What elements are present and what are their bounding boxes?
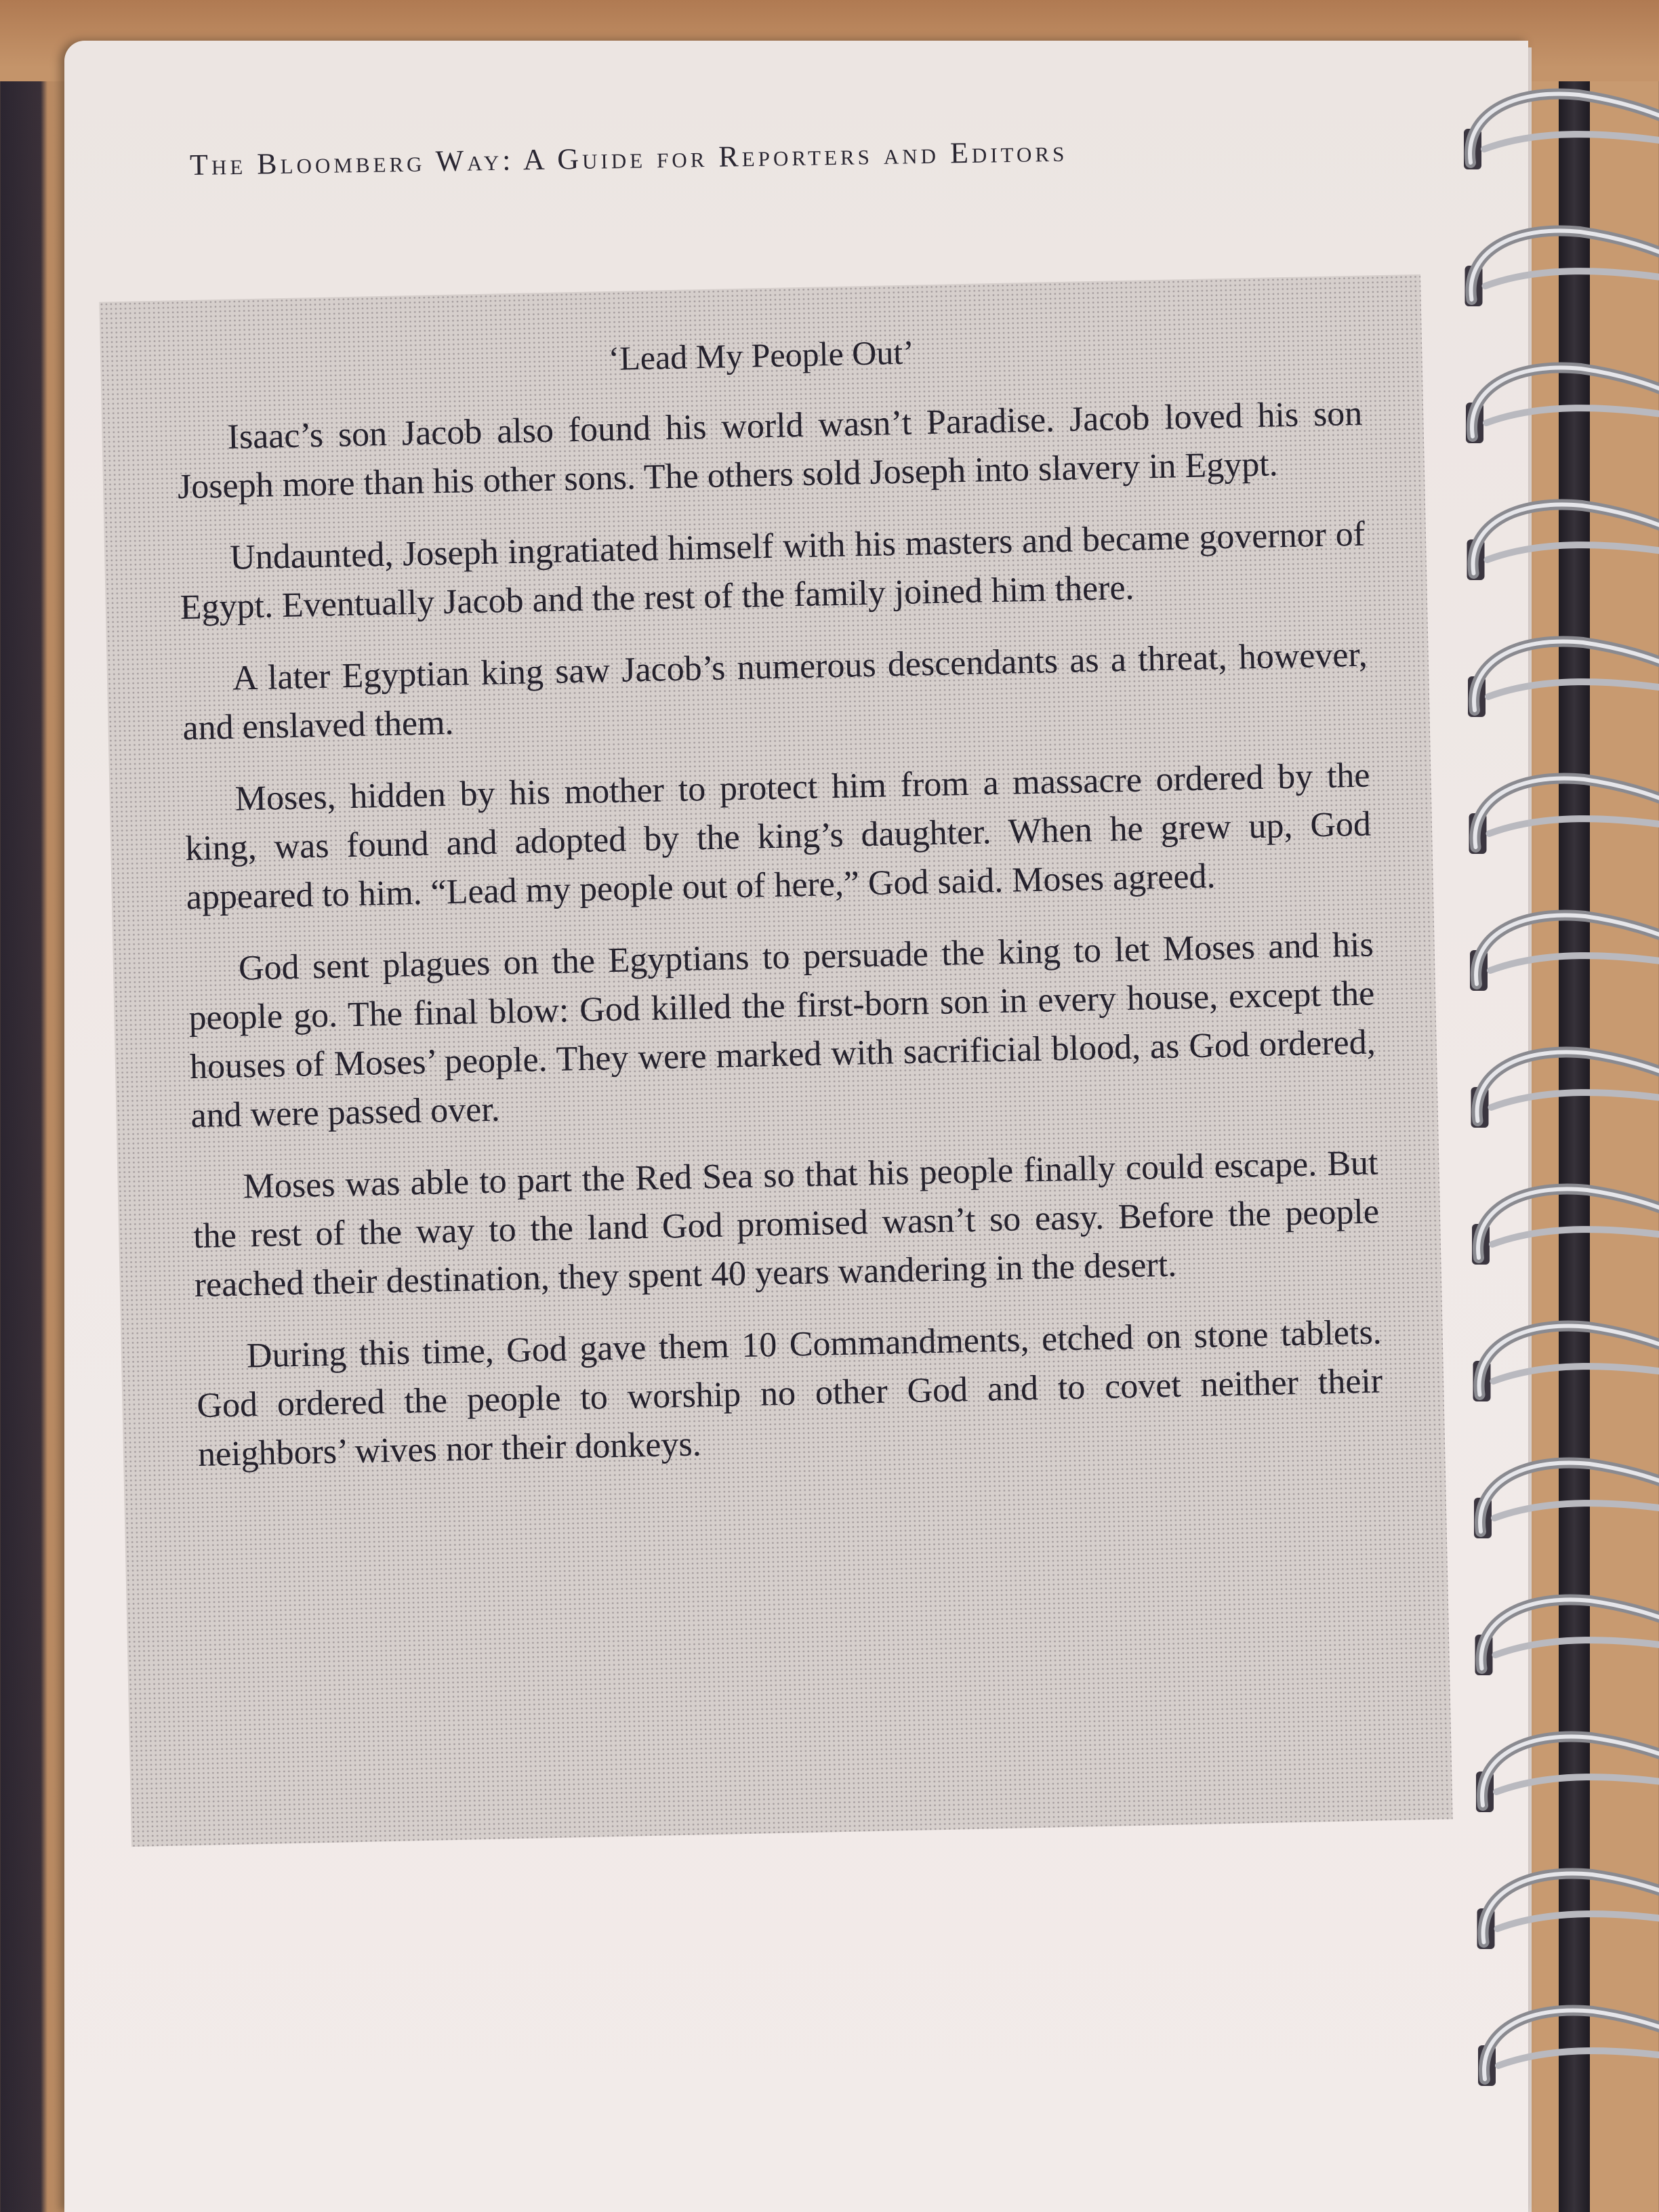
spiral-ring — [1469, 778, 1659, 854]
spiral-rings — [1443, 61, 1659, 2212]
spiral-ring — [1474, 1462, 1659, 1538]
sidebar-body — [102, 388, 1445, 1481]
spiral-ring — [1471, 1052, 1659, 1128]
paragraph-moses-calling: Moses, hidden by his mother to protect him from a massacre ordered by the king, was found and adopted by the king’s daughter. When he grew up, God appeared to him. “Lead my people out of here,” God said. Moses agreed. — [184, 756, 1372, 918]
spiral-ring — [1476, 1736, 1659, 1812]
spiral-ring — [1464, 94, 1659, 169]
paragraph-plagues: God sent plagues on the Egyptians to persuade the king to let Moses and his people go. The final blow: God killed the first-born son in every house, except the houses of Moses’ people. They were marked with sacrificial blood, as God ordered, and were passed over. — [188, 925, 1376, 1136]
paragraph-red-sea: Moses was able to part the Red Sea so that his people finally could escape. But the rest of the way to the land God promised wasn’t so easy. Before the people reached their destination, they spent 40 years wandering in the desert. — [192, 1143, 1380, 1305]
paragraph-commandments: During this time, God gave them 10 Commandments, etched on stone tablets. God ordered the people to worship no other God and to covet neither their neighbors’ wives nor their donkeys. — [196, 1313, 1383, 1474]
spiral-binding — [1443, 61, 1659, 2212]
spiral-ring — [1466, 367, 1659, 443]
spiral-ring — [1478, 2010, 1659, 2086]
paragraph-joseph: Undaunted, Joseph ingratiated himself with his masters and became governor of Egypt. Eventually Jacob and the rest of the family joined him there. — [180, 514, 1366, 628]
spiral-ring — [1465, 230, 1659, 306]
sidebar-box — [99, 274, 1452, 1847]
spiral-ring — [1472, 1189, 1659, 1265]
spiral-ring — [1473, 1326, 1659, 1401]
spiral-ring — [1467, 504, 1659, 580]
spiral-ring — [1475, 1599, 1659, 1675]
spiral-ring — [1468, 641, 1659, 717]
paragraph-jacob: Isaac’s son Jacob also found his world wasn’t Paradise. Jacob loved his son Joseph more than his other sons. The others sold Joseph into slavery in Egypt. — [177, 394, 1363, 507]
running-header: The Bloomberg Way: A Guide for Reporters and Editors — [189, 134, 1068, 182]
paragraph-enslavement: A later Egyptian king saw Jacob’s numerous descendants as a threat, however, and enslaved them. — [182, 635, 1368, 748]
spiral-ring — [1470, 915, 1659, 991]
spiral-ring — [1477, 1873, 1659, 1949]
sidebar-title: ‘Lead My People Out’ — [608, 333, 915, 377]
